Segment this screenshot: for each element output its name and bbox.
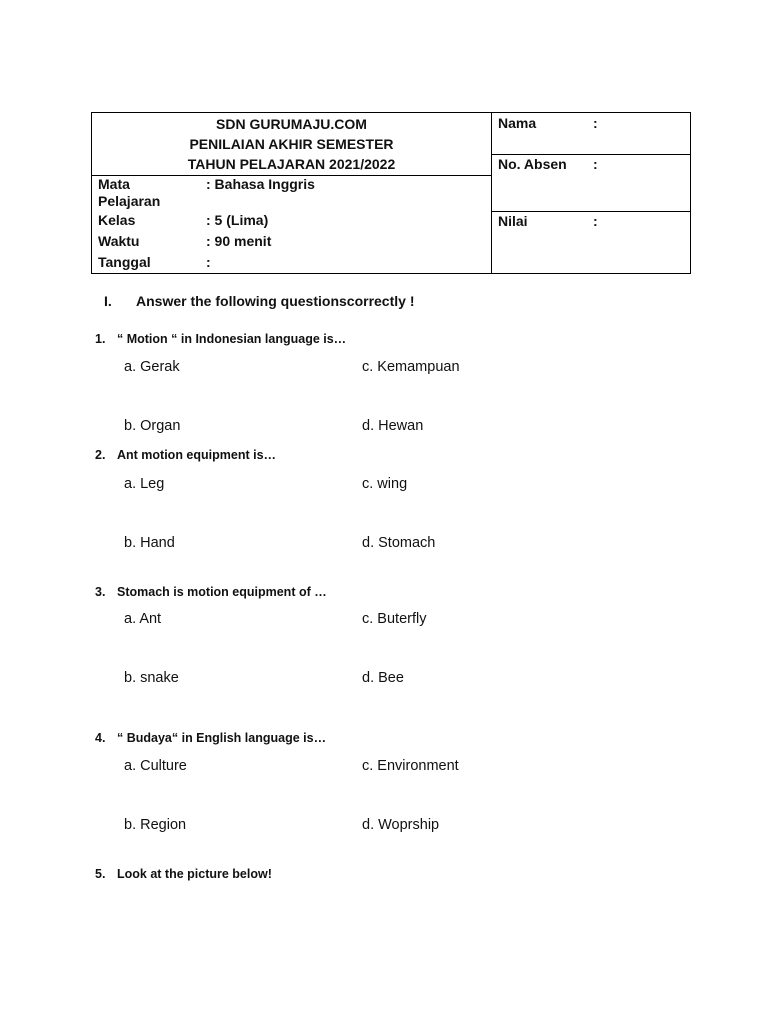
question-text: Stomach is motion equipment of … bbox=[117, 585, 327, 599]
answer-option: c. Environment bbox=[362, 758, 459, 774]
time-label: Waktu bbox=[98, 233, 140, 249]
exam-header-table bbox=[91, 112, 691, 274]
answer-option: b. Organ bbox=[124, 418, 181, 434]
answer-option: b. snake bbox=[124, 670, 179, 686]
answer-option: b. Hand bbox=[124, 535, 175, 551]
answer-option: c. Buterfly bbox=[362, 611, 427, 627]
score-colon: : bbox=[593, 213, 598, 229]
score-label: Nilai bbox=[498, 213, 528, 229]
school-title-block bbox=[92, 114, 491, 174]
question-text: Look at the picture below! bbox=[117, 867, 272, 881]
answer-option: d. Bee bbox=[362, 670, 404, 686]
question-number: 5. bbox=[95, 867, 106, 881]
section-number: I. bbox=[104, 293, 112, 309]
question-text: “ Motion “ in Indonesian language is… bbox=[117, 332, 347, 346]
answer-option: c. Kemampuan bbox=[362, 359, 460, 375]
class-label: Kelas bbox=[98, 212, 136, 228]
table-divider-absen bbox=[491, 211, 690, 212]
answer-option: a. Gerak bbox=[124, 359, 180, 375]
answer-option: c. wing bbox=[362, 476, 408, 492]
question-number: 4. bbox=[95, 731, 106, 745]
school-name: SDN GURUMAJU.COM bbox=[216, 116, 367, 132]
answer-option: d. Woprship bbox=[362, 817, 440, 833]
name-label: Nama bbox=[498, 115, 537, 131]
date-label: Tanggal bbox=[98, 254, 151, 270]
answer-option: a. Leg bbox=[124, 476, 165, 492]
subject-label-line2: Pelajaran bbox=[98, 193, 161, 209]
subject-value: : Bahasa Inggris bbox=[206, 176, 315, 192]
absen-label: No. Absen bbox=[498, 156, 567, 172]
question-number: 2. bbox=[95, 448, 106, 462]
absen-colon: : bbox=[593, 156, 598, 172]
question-number: 1. bbox=[95, 332, 106, 346]
subject-label-line1: Mata bbox=[98, 176, 130, 192]
question-text: Ant motion equipment is… bbox=[117, 448, 277, 462]
section-instruction: Answer the following questionscorrectly ! bbox=[136, 293, 415, 309]
answer-option: a. Culture bbox=[124, 758, 187, 774]
answer-option: d. Hewan bbox=[362, 418, 424, 434]
answer-option: b. Region bbox=[124, 817, 187, 833]
subject-label bbox=[98, 176, 160, 210]
date-value: : bbox=[206, 254, 211, 270]
table-divider-vertical bbox=[491, 113, 492, 273]
academic-year: TAHUN PELAJARAN 2021/2022 bbox=[187, 156, 396, 172]
question-text: “ Budaya“ in English language is… bbox=[117, 731, 327, 745]
answer-option: a. Ant bbox=[124, 611, 162, 627]
table-divider-nama bbox=[491, 154, 690, 155]
question-number: 3. bbox=[95, 585, 106, 599]
class-value: : 5 (Lima) bbox=[206, 212, 269, 228]
exam-title: PENILAIAN AKHIR SEMESTER bbox=[189, 136, 394, 152]
time-value: : 90 menit bbox=[206, 233, 272, 249]
name-colon: : bbox=[593, 115, 598, 131]
answer-option: d. Stomach bbox=[362, 535, 436, 551]
